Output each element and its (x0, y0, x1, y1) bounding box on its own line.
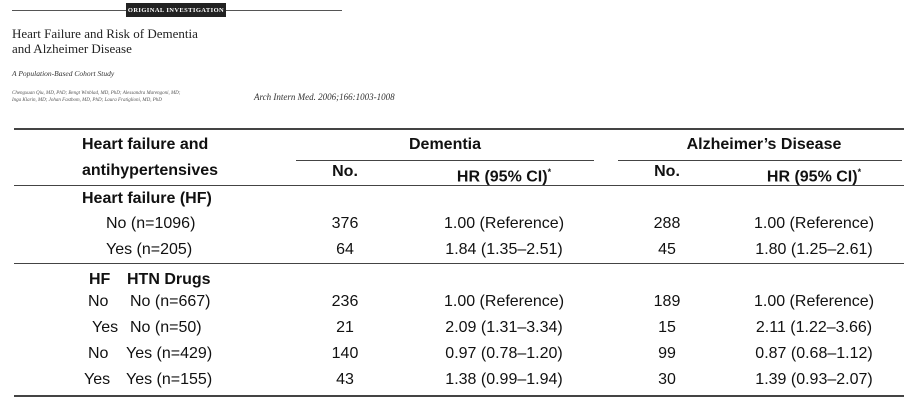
section-htn-drugs-label: HTN Drugs (127, 271, 211, 288)
htn-status: No (n=50) (130, 319, 202, 336)
dementia-count: 64 (336, 241, 354, 258)
header-dementia: Dementia (408, 136, 482, 153)
hf-status: Yes (84, 371, 111, 388)
dementia-hr: 2.09 (1.31–3.34) (445, 319, 563, 336)
paper-title-line-2: and Alzheimer Disease (12, 41, 132, 56)
section-badge: ORIGINAL INVESTIGATION (126, 3, 226, 17)
alzheimers-count: 99 (658, 345, 676, 362)
alzheimers-count: 15 (658, 319, 676, 336)
dementia-hr: 1.00 (Reference) (443, 293, 565, 310)
alzheimers-hr: 1.00 (Reference) (753, 215, 875, 232)
section-hf-label: HF (89, 271, 111, 288)
htn-status: Yes (n=429) (126, 345, 213, 362)
dementia-group-rule (296, 160, 594, 161)
header-group-label-line-2: antihypertensives (82, 162, 219, 179)
alzheimers-count: 288 (653, 215, 681, 232)
alzheimers-count: 45 (658, 241, 676, 258)
paper-citation: Arch Intern Med. 2006;166:1003-1008 (254, 92, 395, 102)
header-alzheimers-hr-label: HR (95% CI) (766, 168, 858, 186)
dementia-hr: 1.38 (0.99–1.94) (445, 371, 563, 388)
table-bottom-rule (14, 395, 904, 397)
dementia-count: 236 (331, 293, 359, 310)
hf-status: No (88, 345, 109, 362)
dementia-count: 21 (336, 319, 354, 336)
table-top-rule (14, 128, 904, 130)
alzheimers-hr: 1.00 (Reference) (753, 293, 875, 310)
authors-line-2: Inga Klarin, MD; Johan Fastbom, MD, PhD; Laura Fratiglioni, MD, PhD (12, 98, 162, 103)
dementia-count: 376 (331, 215, 359, 232)
alzheimers-count: 189 (653, 293, 681, 310)
alzheimers-group-rule (618, 160, 902, 161)
hf-status: No (88, 293, 109, 310)
htn-status: Yes (n=155) (126, 371, 213, 388)
paper-authors (12, 90, 242, 104)
header-alzheimers: Alzheimer’s Disease (686, 136, 842, 153)
results-table (14, 128, 904, 398)
header-dementia-hr-marker: * (547, 167, 552, 177)
section-divider-rule (14, 263, 904, 264)
alzheimers-hr: 1.39 (0.93–2.07) (755, 371, 873, 388)
authors-line-1: Chengxuan Qiu, MD, PhD; Bengt Winblad, MD, PhD; Alessandra Marengoni, MD; (12, 91, 181, 96)
dementia-hr: 1.00 (Reference) (443, 215, 565, 232)
row-label: No (n=1096) (106, 215, 196, 232)
header-dementia-no: No. (332, 163, 358, 180)
row-label: Yes (n=205) (106, 241, 193, 258)
paper-title (12, 26, 252, 56)
header-dementia-hr-label: HR (95% CI) (456, 168, 548, 186)
htn-status: No (n=667) (130, 293, 211, 310)
alzheimers-hr: 0.87 (0.68–1.12) (755, 345, 873, 362)
alzheimers-hr: 2.11 (1.22–3.66) (755, 319, 873, 336)
dementia-count: 43 (336, 371, 354, 388)
header-alzheimers-no: No. (654, 163, 680, 180)
paper-title-line-1: Heart Failure and Risk of Dementia (12, 26, 198, 41)
alzheimers-count: 30 (658, 371, 676, 388)
header-alzheimers-hr (767, 163, 861, 186)
dementia-hr: 0.97 (0.78–1.20) (445, 345, 563, 362)
header-alzheimers-hr-marker: * (857, 167, 862, 177)
section-heart-failure-title: Heart failure (HF) (82, 190, 212, 207)
hf-status: Yes (92, 319, 119, 336)
alzheimers-hr: 1.80 (1.25–2.61) (755, 241, 873, 258)
header-dementia-hr (457, 163, 551, 186)
dementia-count: 140 (331, 345, 359, 362)
dementia-hr: 1.84 (1.35–2.51) (445, 241, 563, 258)
paper-subtitle: A Population-Based Cohort Study (12, 69, 115, 78)
header-group-label-line-1: Heart failure and (82, 136, 209, 153)
